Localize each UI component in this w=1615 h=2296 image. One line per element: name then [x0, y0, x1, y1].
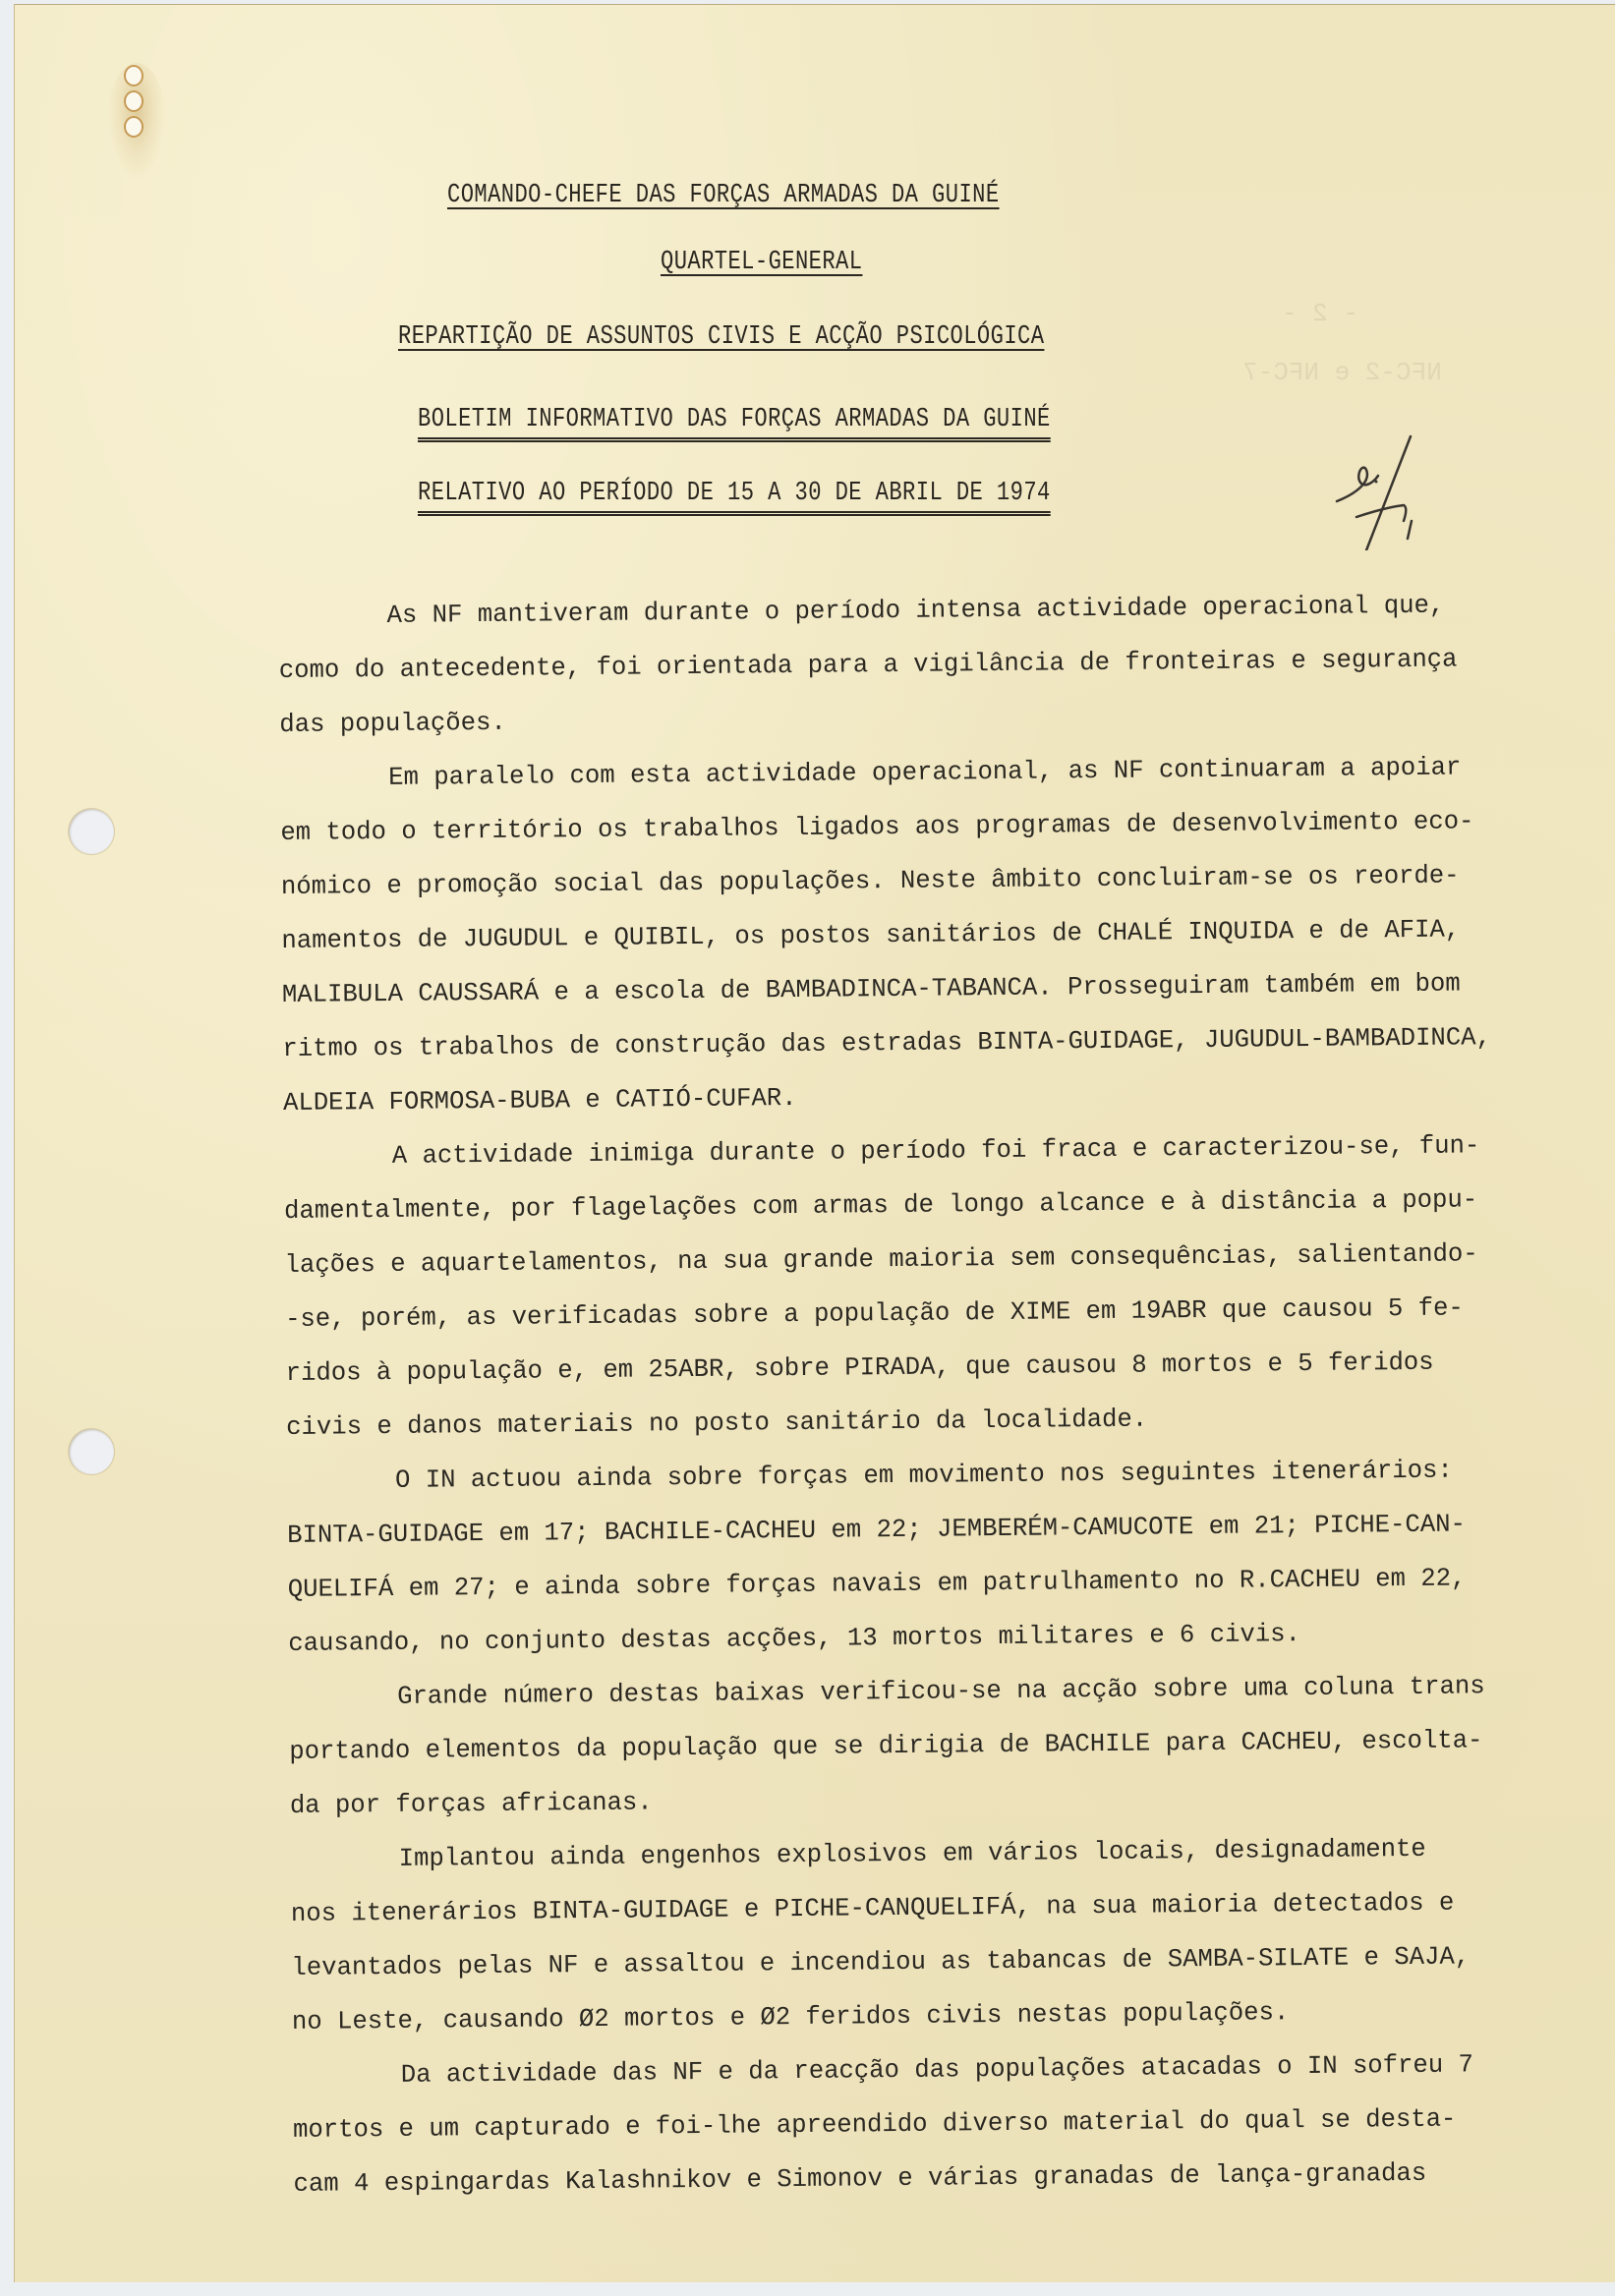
- heading-headquarters: QUARTEL-GENERAL: [661, 248, 863, 277]
- text-line: Grande número destas baixas verificou-se na acção sobre uma coluna trans: [396, 1671, 1485, 1711]
- text-line: cam 4 espingardas Kalashnikov e Simonov e várias granadas de lança-granadas: [293, 2157, 1427, 2199]
- paragraph-casualties: [289, 1658, 1598, 1833]
- text-line: levantados pelas NF e assaltou e incendiou as tabancas de SAMBA-SILATE e SAJA,: [291, 1941, 1471, 1982]
- text-line: QUELIFÁ em 27; e ainda sobre forças navais em patrulhamento no R.CACHEU em 22,: [287, 1563, 1467, 1604]
- text-line: causando, no conjunto destas acções, 13 mortos militares e 6 civis.: [288, 1619, 1301, 1658]
- text-line: BINTA-GUIDAGE em 17; BACHILE-CACHEU em 22; JEMBERÉM-CAMUCOTE em 21; PICHE-CAN-: [287, 1509, 1467, 1550]
- text-line: da por forças africanas.: [289, 1787, 653, 1820]
- paragraph-routes: [286, 1442, 1595, 1671]
- paragraph-development: [280, 739, 1591, 1130]
- text-line: civis e danos materiais no posto sanitário da localidade.: [286, 1404, 1148, 1442]
- text-line: namentos de JUGUDUL e QUIBIL, os postos sanitários de CHALÉ INQUIDA e de AFIA,: [281, 914, 1461, 955]
- text-line: no Leste, causando Ø2 mortos e Ø2 feridos civis nestas populações.: [291, 1997, 1290, 2037]
- text-line: ridos à população e, em 25ABR, sobre PIRADA, que causou 8 mortos e 5 feridos: [285, 1347, 1434, 1388]
- text-line: Em paralelo com esta actividade operacional, as NF continuaram a apoiar: [388, 752, 1462, 792]
- bulletin-body: [278, 577, 1601, 2211]
- text-line: em todo o território os trabalhos ligados aos programas de desenvolvimento eco-: [280, 806, 1474, 847]
- text-line: O IN actuou ainda sobre forças em movimento nos seguintes itenerários:: [394, 1455, 1453, 1495]
- heading-department: REPARTIÇÃO DE ASSUNTOS CIVIS E ACÇÃO PSICOLÓGICA: [398, 322, 1045, 352]
- text-line: das populações.: [279, 707, 506, 739]
- text-line: como do antecedente, foi orientada para a vigilância de fronteiras e segurança: [278, 644, 1458, 685]
- paragraph-enemy-activity: [283, 1118, 1593, 1455]
- text-line: Da actividade das NF e da reacção das populações atacadas o IN sofreu 7: [400, 2049, 1474, 2090]
- text-line: A actividade inimiga durante o período foi fraca e caracterizou-se, fun-: [391, 1130, 1480, 1171]
- paragraph-results: [292, 2037, 1601, 2211]
- text-line: -se, porém, as verificadas sobre a população de XIME em 19ABR que causou 5 fe-: [284, 1292, 1464, 1334]
- text-line: portando elementos da população que se dirigia de BACHILE para CACHEU, escolta-: [289, 1725, 1483, 1766]
- bleed-through-text: - 2 -: [1282, 299, 1359, 328]
- text-line: ALDEIA FORMOSA-BUBA e CATIÓ-CUFAR.: [282, 1082, 797, 1118]
- heading-command: COMANDO-CHEFE DAS FORÇAS ARMADAS DA GUINÉ: [447, 181, 1000, 210]
- punch-hole-icon: [69, 809, 114, 854]
- text-line: ritmo os trabalhos de construção das estradas BINTA-GUIDAGE, JUGUDUL-BAMBADINCA,: [282, 1022, 1492, 1063]
- text-line: MALIBULA CAUSSARÁ e a escola de BAMBADINCA-TABANCA. Prosseguiram também em bom: [281, 968, 1461, 1009]
- staple-mark-icon: [122, 65, 145, 155]
- paragraph-operations: [278, 577, 1587, 752]
- text-line: damentalmente, por flagelações com armas de longo alcance e à distância a popu-: [283, 1184, 1478, 1226]
- text-line: nos itenerários BINTA-GUIDAGE e PICHE-CANQUELIFÁ, na sua maioria detectados e: [290, 1887, 1455, 1928]
- paragraph-explosives: [290, 1820, 1599, 2049]
- punch-hole-icon: [69, 1429, 114, 1474]
- text-line: nómico e promoção social das populações. Neste âmbito concluiram-se os reorde-: [280, 860, 1460, 901]
- handwritten-initials-icon: [1327, 432, 1435, 550]
- text-line: mortos e um capturado e foi-lhe apreendido diverso material do qual se desta-: [292, 2103, 1457, 2145]
- text-line: lações e aquartelamentos, na sua grande maioria sem consequências, salientando-: [284, 1238, 1478, 1280]
- text-line: As NF mantiveram durante o período intensa actividade operacional que,: [386, 590, 1445, 630]
- heading-period: RELATIVO AO PERÍODO DE 15 A 30 DE ABRIL DE 1974: [418, 479, 1051, 516]
- text-line: Implantou ainda engenhos explosivos em vários locais, designadamente: [398, 1833, 1426, 1873]
- bleed-through-text: NFC-2 e NFC-7: [1242, 358, 1442, 387]
- heading-bulletin-title: BOLETIM INFORMATIVO DAS FORÇAS ARMADAS DA GUINÉ: [418, 405, 1051, 442]
